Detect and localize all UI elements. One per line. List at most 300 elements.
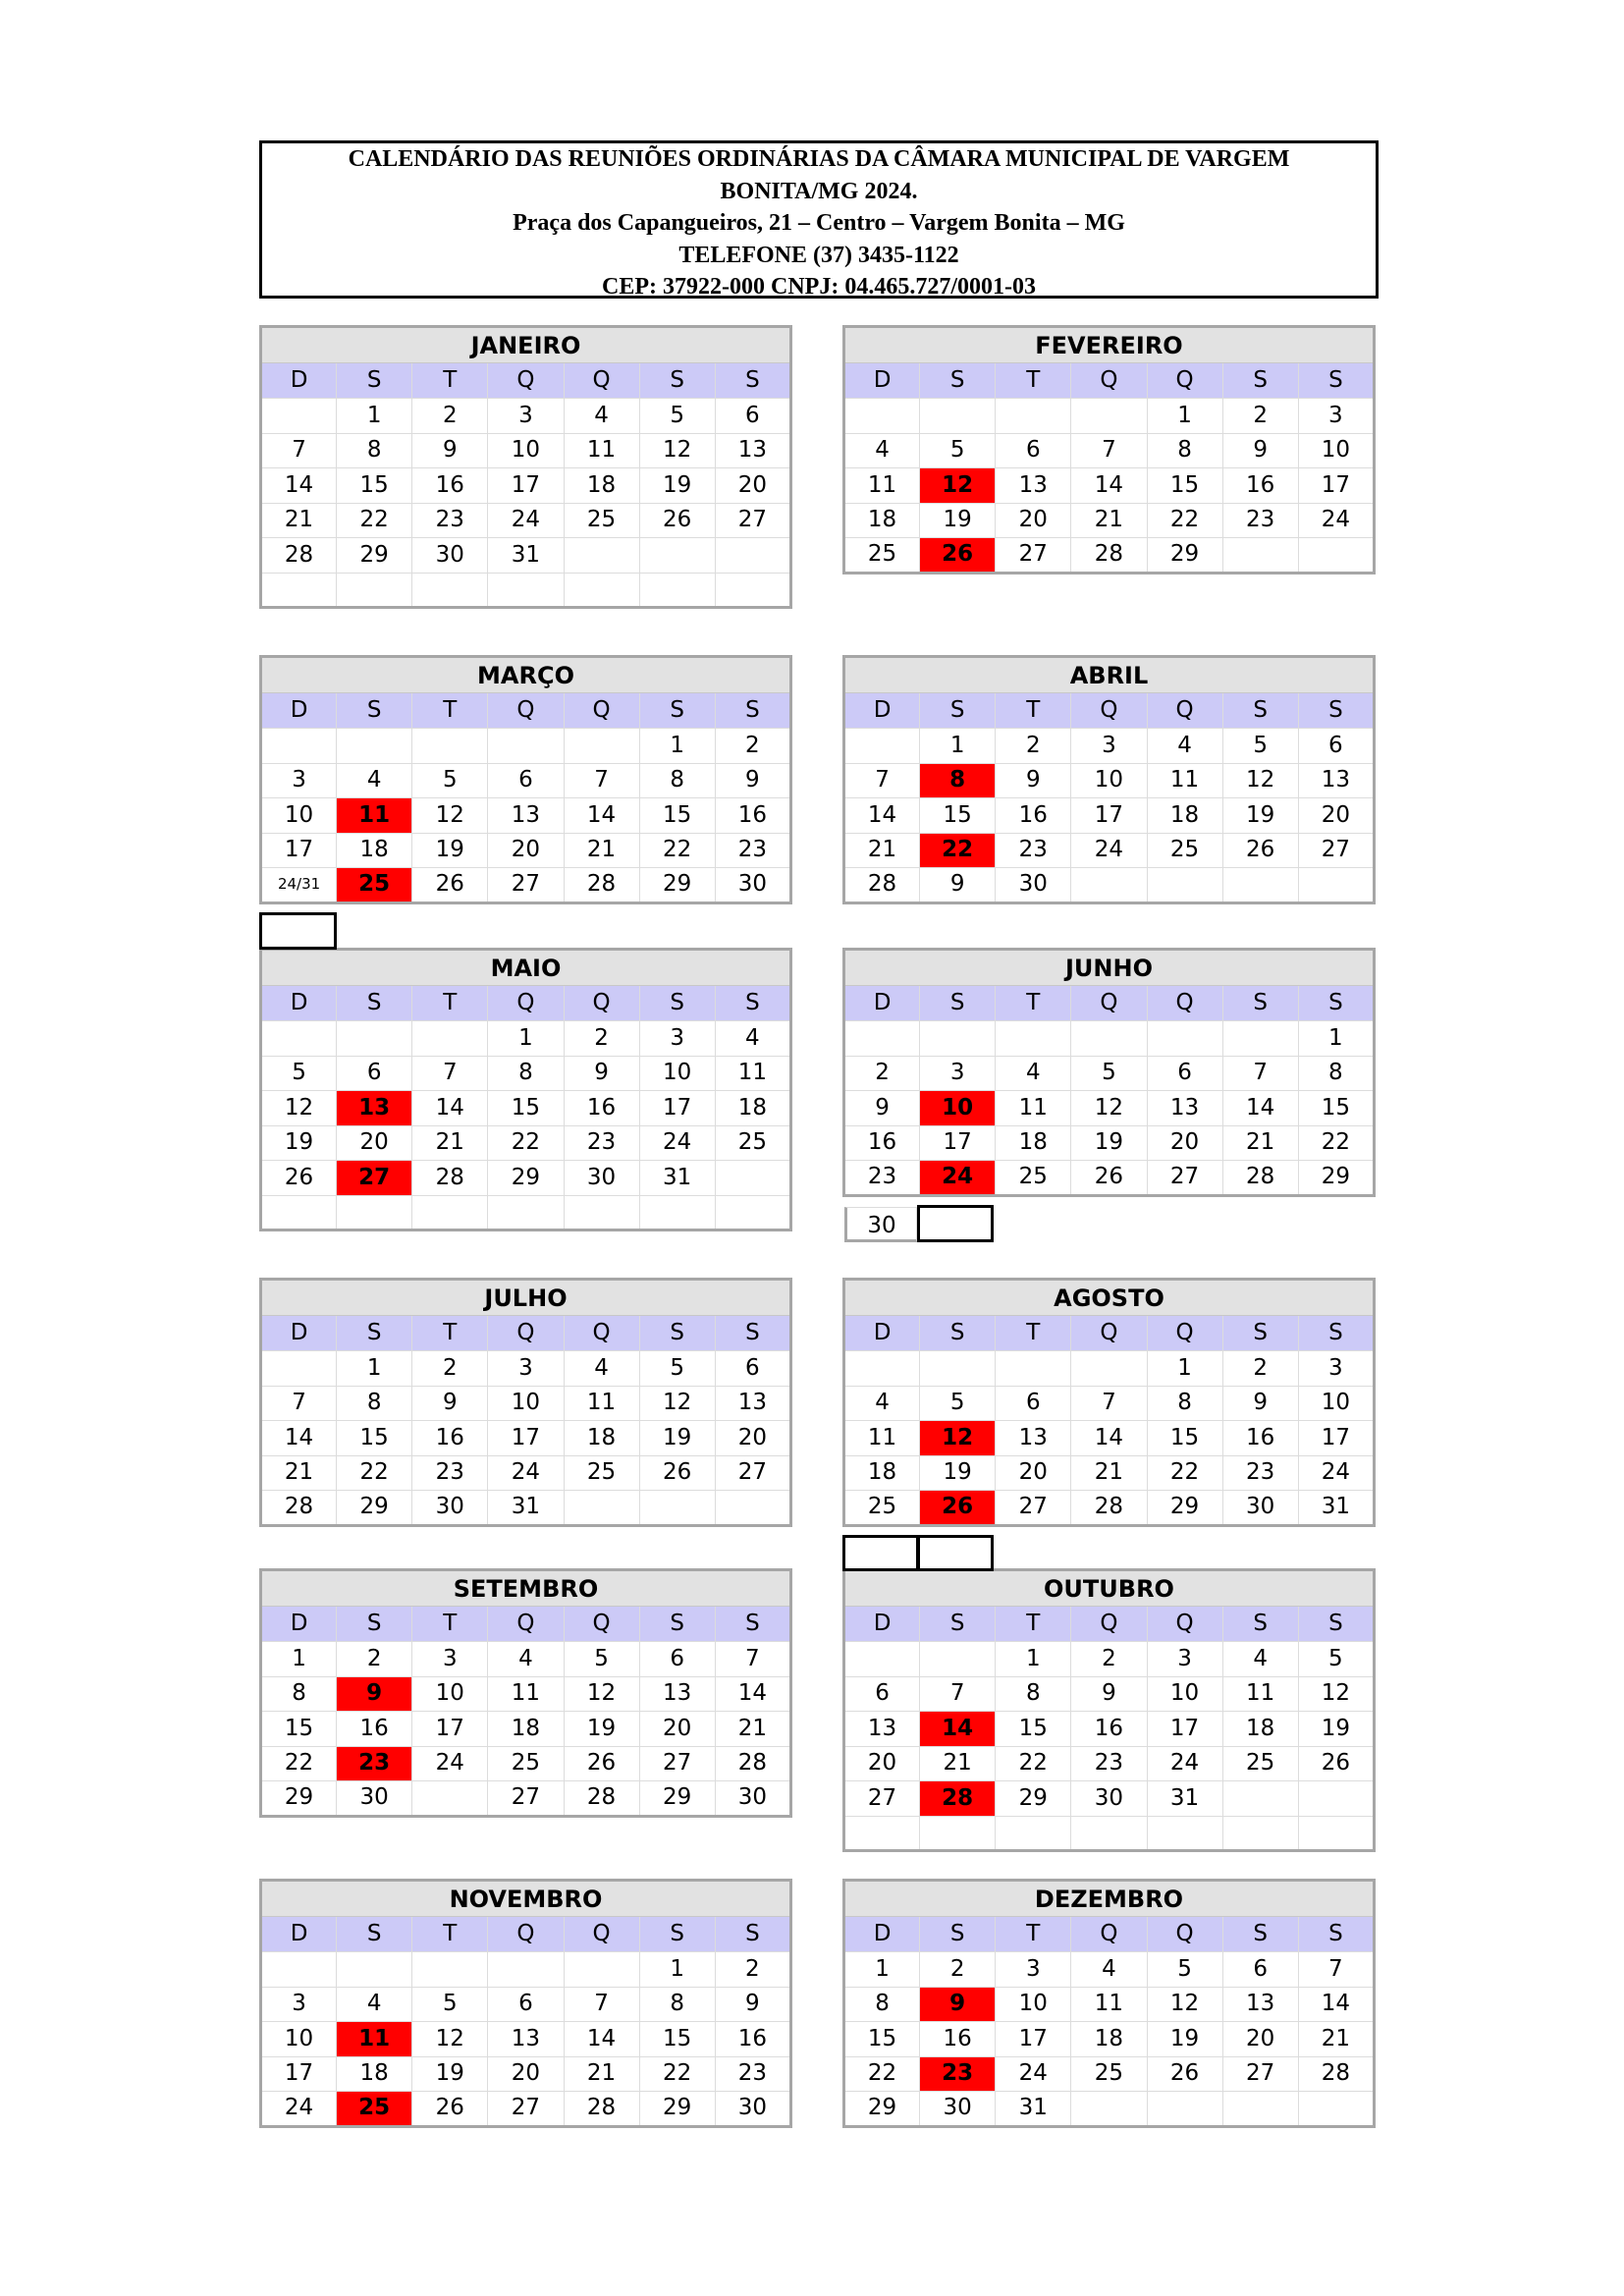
meeting-day-cell: 25: [337, 2092, 412, 2127]
day-cell: 8: [844, 1987, 920, 2022]
week-row: [261, 503, 791, 538]
day-cell: 14: [1222, 1091, 1298, 1126]
day-cell: 14: [844, 798, 920, 834]
meeting-day-cell: 12: [920, 1421, 996, 1456]
empty-day-cell: [1298, 868, 1374, 903]
weekday-header: S: [1298, 363, 1374, 399]
empty-day-cell: [1298, 2092, 1374, 2127]
weekday-header: S: [639, 1316, 715, 1351]
weekday-header: S: [1222, 1316, 1298, 1351]
empty-day-cell: [261, 729, 337, 764]
empty-day-cell: [337, 573, 412, 608]
weekday-header: D: [261, 1316, 337, 1351]
day-cell: 15: [261, 1712, 337, 1747]
day-cell: 20: [488, 2056, 564, 2092]
day-cell: 8: [996, 1676, 1071, 1712]
day-cell: 4: [564, 399, 639, 434]
day-cell: 31: [996, 2092, 1071, 2127]
weekday-header: T: [996, 1607, 1071, 1642]
day-cell: 5: [920, 433, 996, 468]
month-setembro: [259, 1568, 792, 1818]
month-outubro: [842, 1568, 1376, 1852]
day-cell: 26: [564, 1746, 639, 1781]
empty-day-cell: [1298, 1816, 1374, 1851]
day-cell: 6: [488, 763, 564, 798]
day-cell: 19: [1071, 1125, 1147, 1161]
day-cell: 19: [920, 503, 996, 538]
weekday-header: D: [844, 693, 920, 729]
empty-day-cell: [337, 1195, 412, 1230]
day-cell: 25: [844, 1491, 920, 1526]
week-row: [844, 868, 1375, 903]
empty-outlined-box: [259, 912, 337, 950]
week-row: [261, 1125, 791, 1161]
week-row: [844, 1781, 1375, 1817]
week-row: [844, 1746, 1375, 1781]
month-julho: [259, 1278, 792, 1527]
empty-outlined-box: [917, 1535, 994, 1571]
empty-day-cell: [1222, 1781, 1298, 1817]
weekday-header: Q: [564, 363, 639, 399]
weekday-header: S: [1298, 1917, 1374, 1952]
empty-day-cell: [564, 1195, 639, 1230]
day-cell: 7: [920, 1676, 996, 1712]
empty-day-cell: [920, 1642, 996, 1677]
weekday-header: S: [920, 1607, 996, 1642]
weekday-header: Q: [488, 363, 564, 399]
weekday-header: Q: [1071, 1607, 1147, 1642]
day-cell: 7: [1071, 433, 1147, 468]
day-cell: 5: [1147, 1952, 1222, 1988]
day-cell: 7: [715, 1642, 790, 1677]
month-title: MARÇO: [261, 657, 791, 693]
empty-day-cell: [1071, 1351, 1147, 1387]
day-cell: 9: [412, 1386, 488, 1421]
month-table: [259, 655, 792, 904]
empty-day-cell: [996, 399, 1071, 434]
meeting-day-cell: 14: [920, 1712, 996, 1747]
day-cell: 4: [564, 1351, 639, 1387]
week-row: [844, 1091, 1375, 1126]
day-cell: 3: [639, 1021, 715, 1057]
day-cell: 16: [996, 798, 1071, 834]
weekday-header: Q: [1147, 1917, 1222, 1952]
day-cell: 23: [996, 833, 1071, 868]
day-cell: 25: [844, 538, 920, 574]
day-cell: 14: [261, 1421, 337, 1456]
day-cell: 20: [1222, 2022, 1298, 2057]
day-cell: 11: [1071, 1987, 1147, 2022]
day-cell: 20: [337, 1125, 412, 1161]
weekday-header: Q: [1147, 1607, 1222, 1642]
week-row: [261, 1491, 791, 1526]
empty-outlined-box: [917, 1205, 994, 1242]
day-cell: 2: [715, 1952, 790, 1988]
week-row: [261, 1781, 791, 1817]
day-cell: 6: [715, 1351, 790, 1387]
day-cell: 7: [261, 1386, 337, 1421]
day-cell: 22: [844, 2056, 920, 2092]
day-cell: 1: [337, 399, 412, 434]
week-row: [844, 2022, 1375, 2057]
empty-day-cell: [337, 729, 412, 764]
meeting-day-cell: 26: [920, 538, 996, 574]
day-cell: 7: [412, 1056, 488, 1091]
weekday-header: D: [844, 1607, 920, 1642]
weekday-header: S: [1222, 1917, 1298, 1952]
day-cell: 17: [996, 2022, 1071, 2057]
weekday-header: Q: [488, 1607, 564, 1642]
day-cell: 9: [715, 763, 790, 798]
day-cell: 18: [844, 1455, 920, 1491]
month-title: JANEIRO: [261, 327, 791, 363]
day-cell: 16: [920, 2022, 996, 2057]
day-cell: 15: [844, 2022, 920, 2057]
day-cell: 11: [564, 1386, 639, 1421]
empty-day-cell: [1222, 538, 1298, 574]
weekday-header: D: [844, 986, 920, 1021]
day-cell: 3: [1298, 399, 1374, 434]
day-cell: 29: [996, 1781, 1071, 1817]
day-cell: 19: [1147, 2022, 1222, 2057]
month-fevereiro: [842, 325, 1376, 574]
week-row: [844, 2056, 1375, 2092]
day-cell: 29: [639, 2092, 715, 2127]
day-cell: 30: [715, 868, 790, 903]
day-cell: 21: [1071, 1455, 1147, 1491]
day-cell: 2: [920, 1952, 996, 1988]
day-cell: 22: [488, 1125, 564, 1161]
day-cell: 29: [844, 2092, 920, 2127]
day-cell: 5: [412, 763, 488, 798]
empty-day-cell: [844, 1351, 920, 1387]
day-cell: 30: [564, 1161, 639, 1196]
weekday-header: S: [920, 693, 996, 729]
empty-day-cell: [1071, 1816, 1147, 1851]
day-cell: 12: [639, 1386, 715, 1421]
day-cell: 24: [1147, 1746, 1222, 1781]
day-cell: 11: [488, 1676, 564, 1712]
weekday-header: D: [844, 363, 920, 399]
empty-day-cell: [261, 1952, 337, 1988]
day-cell: 8: [1147, 1386, 1222, 1421]
day-cell: 10: [1298, 433, 1374, 468]
empty-day-cell: [564, 538, 639, 574]
day-cell: 4: [337, 763, 412, 798]
day-cell: 5: [412, 1987, 488, 2022]
weekday-header: T: [412, 363, 488, 399]
week-row: [844, 1386, 1375, 1421]
day-cell: 15: [920, 798, 996, 834]
empty-day-cell: [488, 1952, 564, 1988]
empty-day-cell: [996, 1816, 1071, 1851]
weekday-header: D: [261, 1917, 337, 1952]
empty-day-cell: [488, 1195, 564, 1230]
day-cell: 11: [1147, 763, 1222, 798]
weekday-header: D: [261, 1607, 337, 1642]
day-cell: 9: [1222, 1386, 1298, 1421]
day-cell: 22: [1147, 503, 1222, 538]
meeting-day-cell: 25: [337, 868, 412, 903]
day-cell: 4: [844, 1386, 920, 1421]
weekday-header: S: [715, 1316, 790, 1351]
empty-day-cell: [1071, 1021, 1147, 1057]
meeting-day-cell: 8: [920, 763, 996, 798]
day-cell: 29: [1298, 1161, 1374, 1196]
weekday-header: S: [639, 693, 715, 729]
weekday-header: Q: [1071, 363, 1147, 399]
day-cell: 6: [1147, 1056, 1222, 1091]
empty-day-cell: [1071, 868, 1147, 903]
day-cell: 4: [1147, 729, 1222, 764]
day-cell: 5: [1071, 1056, 1147, 1091]
day-cell: 1: [639, 1952, 715, 1988]
day-cell: 1: [1298, 1021, 1374, 1057]
day-cell: 26: [639, 1455, 715, 1491]
week-row: [261, 573, 791, 608]
day-cell: 3: [920, 1056, 996, 1091]
day-cell: 22: [1298, 1125, 1374, 1161]
day-cell: 12: [412, 2022, 488, 2057]
day-cell: 6: [996, 433, 1071, 468]
day-cell: 14: [261, 468, 337, 504]
weekday-header: S: [1298, 986, 1374, 1021]
day-cell: 25: [996, 1161, 1071, 1196]
day-cell: 28: [261, 538, 337, 574]
weekday-header: Q: [488, 986, 564, 1021]
empty-day-cell: [844, 399, 920, 434]
day-cell: 21: [412, 1125, 488, 1161]
day-cell: 2: [844, 1056, 920, 1091]
day-cell: 28: [564, 1781, 639, 1817]
day-cell: 8: [639, 1987, 715, 2022]
day-cell: 17: [488, 1421, 564, 1456]
day-cell: 29: [261, 1781, 337, 1817]
week-row: [844, 433, 1375, 468]
empty-day-cell: [1147, 1816, 1222, 1851]
day-cell: 6: [1222, 1952, 1298, 1988]
empty-day-cell: [1222, 1816, 1298, 1851]
day-cell: 26: [412, 2092, 488, 2127]
month-title: JULHO: [261, 1280, 791, 1316]
weekday-header: Q: [1147, 693, 1222, 729]
day-cell: 17: [488, 468, 564, 504]
day-cell: 28: [564, 868, 639, 903]
day-cell: 13: [1222, 1987, 1298, 2022]
day-cell: 13: [1298, 763, 1374, 798]
day-cell: 15: [1147, 468, 1222, 504]
empty-day-cell: [412, 1952, 488, 1988]
weekday-header: S: [1222, 363, 1298, 399]
day-cell: 26: [1147, 2056, 1222, 2092]
day-cell: 1: [639, 729, 715, 764]
day-cell: 18: [715, 1091, 790, 1126]
day-cell: 3: [261, 763, 337, 798]
day-cell: 27: [1147, 1161, 1222, 1196]
day-cell: 12: [1298, 1676, 1374, 1712]
weekday-header: Q: [1147, 363, 1222, 399]
day-cell: 17: [261, 2056, 337, 2092]
day-cell: 16: [412, 1421, 488, 1456]
empty-day-cell: [1222, 1021, 1298, 1057]
month-title: MAIO: [261, 950, 791, 986]
weekday-header: Q: [488, 693, 564, 729]
day-cell: 17: [1298, 468, 1374, 504]
day-cell: 14: [564, 798, 639, 834]
empty-day-cell: [1298, 1781, 1374, 1817]
empty-outlined-box: [842, 1535, 919, 1571]
week-row: [261, 2056, 791, 2092]
day-cell: 26: [639, 503, 715, 538]
day-cell: 10: [639, 1056, 715, 1091]
empty-day-cell: [1147, 2092, 1222, 2127]
day-cell: 18: [337, 833, 412, 868]
week-row: [261, 1386, 791, 1421]
day-cell: 5: [564, 1642, 639, 1677]
day-cell: 30: [996, 868, 1071, 903]
weekday-header: Q: [564, 1316, 639, 1351]
day-cell: 16: [715, 2022, 790, 2057]
day-cell: 21: [844, 833, 920, 868]
week-row: [844, 1021, 1375, 1057]
weekday-header: T: [412, 693, 488, 729]
day-cell: 3: [412, 1642, 488, 1677]
week-row: [261, 538, 791, 574]
month-table: [842, 1879, 1376, 2128]
week-row: [261, 1642, 791, 1677]
month-table: [842, 1278, 1376, 1527]
empty-day-cell: [920, 1021, 996, 1057]
empty-day-cell: [1222, 868, 1298, 903]
day-cell: 19: [564, 1712, 639, 1747]
day-cell: 30: [337, 1781, 412, 1817]
day-cell: 2: [996, 729, 1071, 764]
day-cell: 16: [1071, 1712, 1147, 1747]
meeting-day-cell: 23: [337, 1746, 412, 1781]
day-cell: 28: [715, 1746, 790, 1781]
weekday-header: S: [715, 363, 790, 399]
week-row: [261, 1195, 791, 1230]
day-cell: 15: [996, 1712, 1071, 1747]
day-cell: 1: [1147, 399, 1222, 434]
empty-day-cell: [844, 1642, 920, 1677]
day-cell: 25: [1147, 833, 1222, 868]
header-address: Praça dos Capangueiros, 21 – Centro – Vargem Bonita – MG: [513, 210, 1125, 236]
day-cell: 21: [920, 1746, 996, 1781]
day-cell: 24: [996, 2056, 1071, 2092]
weekday-header: D: [844, 1917, 920, 1952]
day-cell: 24: [1298, 503, 1374, 538]
empty-day-cell: [844, 1021, 920, 1057]
empty-day-cell: [1147, 868, 1222, 903]
week-row: [844, 1161, 1375, 1196]
weekday-header: T: [412, 986, 488, 1021]
week-row: [844, 1491, 1375, 1526]
day-cell: 6: [1298, 729, 1374, 764]
day-cell: 18: [564, 1421, 639, 1456]
week-row: [261, 1952, 791, 1988]
day-cell: 22: [337, 1455, 412, 1491]
month-table: [259, 1879, 792, 2128]
meeting-day-cell: 28: [920, 1781, 996, 1817]
week-row: [261, 1987, 791, 2022]
day-cell: 4: [715, 1021, 790, 1057]
empty-day-cell: [337, 1021, 412, 1057]
day-cell: 18: [488, 1712, 564, 1747]
day-cell: 19: [920, 1455, 996, 1491]
day-cell: 27: [488, 868, 564, 903]
day-cell: 21: [564, 2056, 639, 2092]
weekday-header: S: [920, 363, 996, 399]
weekday-header: Q: [1071, 1917, 1147, 1952]
week-row: [844, 538, 1375, 574]
day-cell: 25: [715, 1125, 790, 1161]
empty-day-cell: [412, 1195, 488, 1230]
week-row: [844, 1455, 1375, 1491]
day-cell: 31: [488, 538, 564, 574]
day-cell: 25: [1222, 1746, 1298, 1781]
day-cell: 1: [844, 1952, 920, 1988]
day-cell: 17: [639, 1091, 715, 1126]
day-cell: 20: [844, 1746, 920, 1781]
day-cell: 20: [1298, 798, 1374, 834]
day-cell: 27: [639, 1746, 715, 1781]
weekday-header: S: [920, 1917, 996, 1952]
week-row: [261, 833, 791, 868]
month-novembro: [259, 1879, 792, 2128]
day-cell: 13: [1147, 1091, 1222, 1126]
day-cell: 23: [1071, 1746, 1147, 1781]
empty-day-cell: [996, 1021, 1071, 1057]
day-cell: 10: [488, 1386, 564, 1421]
extra-day-label: 30: [844, 1207, 917, 1242]
empty-day-cell: [844, 1816, 920, 1851]
day-cell: 19: [412, 2056, 488, 2092]
empty-day-cell: [412, 1021, 488, 1057]
empty-day-cell: [715, 1195, 790, 1230]
header-title-line-1: CALENDÁRIO DAS REUNIÕES ORDINÁRIAS DA CÂMARA MUNICIPAL DE VARGEM: [348, 146, 1290, 172]
day-cell: 5: [639, 399, 715, 434]
day-cell: 28: [1222, 1161, 1298, 1196]
day-cell: 6: [639, 1642, 715, 1677]
weekday-header: S: [337, 693, 412, 729]
day-cell: 28: [261, 1491, 337, 1526]
day-cell: 20: [996, 503, 1071, 538]
weekday-header: T: [996, 1917, 1071, 1952]
day-cell: 20: [715, 1421, 790, 1456]
weekday-header: S: [715, 1607, 790, 1642]
day-cell: 2: [715, 729, 790, 764]
day-cell: 21: [1298, 2022, 1374, 2057]
meeting-day-cell: 11: [337, 798, 412, 834]
day-cell: 31: [1298, 1491, 1374, 1526]
day-cell: 27: [488, 1781, 564, 1817]
meeting-day-cell: 11: [337, 2022, 412, 2057]
day-cell: 15: [639, 798, 715, 834]
day-cell: 18: [337, 2056, 412, 2092]
month-abril: [842, 655, 1376, 904]
day-cell: 9: [1071, 1676, 1147, 1712]
day-cell: 11: [715, 1056, 790, 1091]
day-cell: 27: [996, 1491, 1071, 1526]
day-cell: 24: [488, 1455, 564, 1491]
empty-day-cell: [412, 1781, 488, 1817]
day-cell: 16: [412, 468, 488, 504]
day-cell: 23: [564, 1125, 639, 1161]
day-cell: 29: [639, 868, 715, 903]
weekday-header: Q: [564, 986, 639, 1021]
empty-day-cell: [715, 538, 790, 574]
